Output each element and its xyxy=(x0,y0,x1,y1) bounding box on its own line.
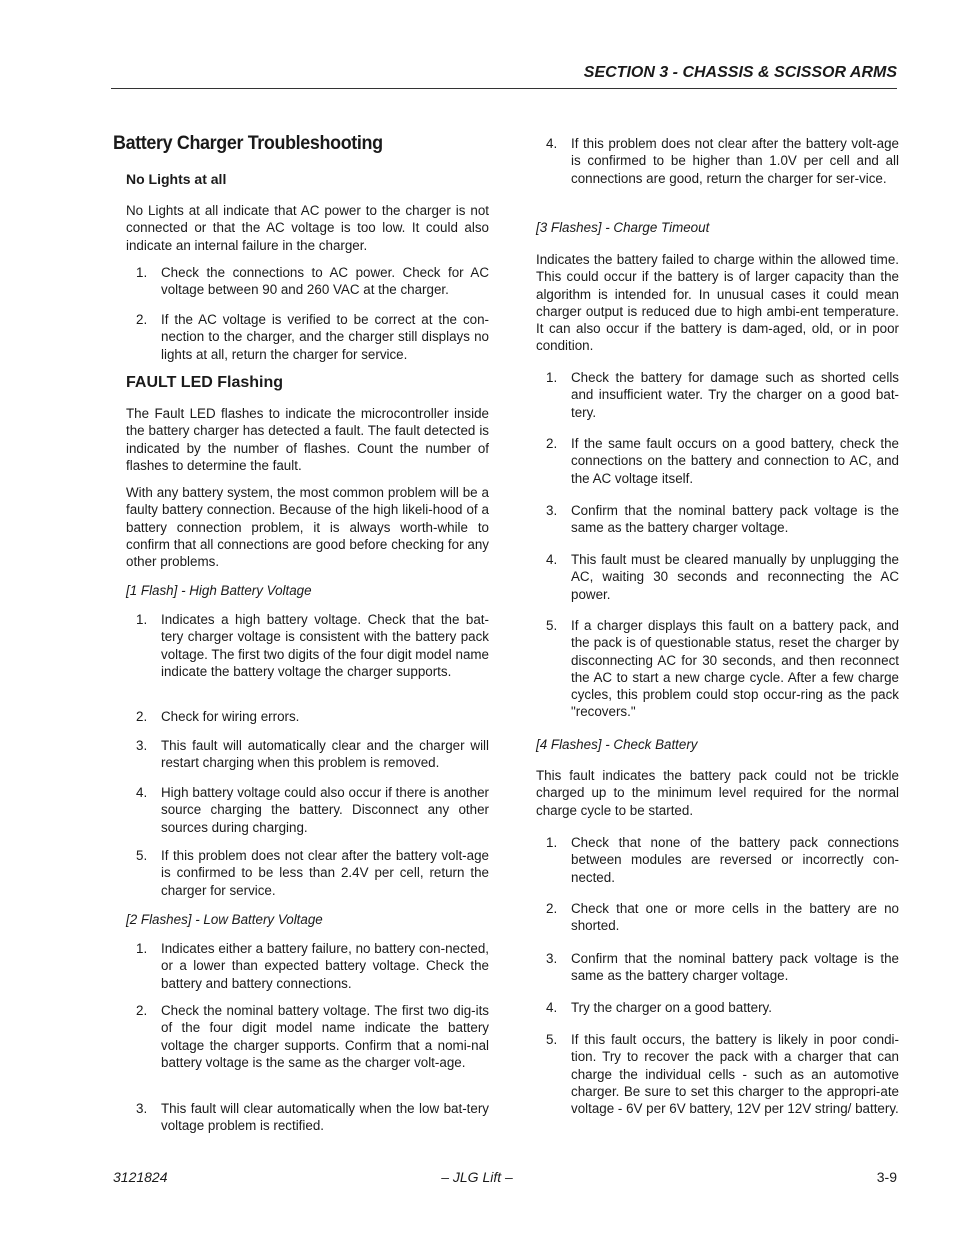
list-item xyxy=(536,900,899,935)
section-header: SECTION 3 - CHASSIS & SCISSOR ARMS xyxy=(583,64,897,81)
item-number: 5. xyxy=(546,1032,558,1047)
no-lights-heading: No Lights at all xyxy=(126,171,227,187)
item-text: Indicates either a battery failure, no battery con-nected, or a lower than expected battery voltage. Check the battery and battery connections. xyxy=(161,941,489,991)
list-item xyxy=(536,135,899,187)
item-text: Check the connections to AC power. Check for AC voltage between 90 and 260 VAC at the charger. xyxy=(161,265,489,298)
item-number: 3. xyxy=(136,738,148,753)
header-divider xyxy=(111,88,897,89)
item-text: Check that one or more cells in the battery are no shorted. xyxy=(571,901,899,934)
item-number: 3. xyxy=(546,951,558,966)
flash1-label: [1 Flash] - High Battery Voltage xyxy=(126,583,312,598)
item-text: If the AC voltage is verified to be correct at the con-nection to the charger, and the charger still displays no lights at all, return the charger for service. xyxy=(161,312,489,362)
item-text: This fault must be cleared manually by unplugging the AC, waiting 30 seconds and reconnecting the AC power. xyxy=(571,552,899,602)
item-number: 2. xyxy=(136,709,148,724)
fault-led-para-2: With any battery system, the most common problem will be a faulty battery connection. Because of the high likeli-hood of a battery connection problem, it is always worth-while to confirm that all connections are good before checking for any other problems. xyxy=(126,485,489,570)
item-text: Check the nominal battery voltage. The first two dig-its of the four digit model name indicate the battery voltage the charger supports. Confirm that a nomi-nal battery voltage is the same as the charger volt-age. xyxy=(161,1003,489,1070)
fault-led-heading: FAULT LED Flashing xyxy=(126,374,284,391)
flash3-intro: Indicates the battery failed to charge within the allowed time. This could occur if the battery is of larger capacity than the algorithm is intended for. In unusual cases it could mean charger output is reduced due to high ambi-ent temperature. It can also occur if the battery is dam-aged, old, or in poor condition. xyxy=(536,252,899,354)
no-lights-intro: No Lights at all indicate that AC power to the charger is not connected or that the AC voltage is too low. It could also indicate an internal failure in the charger. xyxy=(126,203,489,253)
list-item xyxy=(536,1031,899,1117)
item-number: 4. xyxy=(136,785,148,800)
item-text: Confirm that the nominal battery pack voltage is the same as the battery charger voltage. xyxy=(571,951,899,984)
item-number: 5. xyxy=(136,848,148,863)
list-item xyxy=(126,264,489,299)
item-text: This fault will automatically clear and the charger will restart charging when this problem is removed. xyxy=(161,738,489,771)
list-item xyxy=(126,1100,489,1135)
item-number: 1. xyxy=(136,265,148,280)
item-number: 2. xyxy=(136,1003,148,1018)
item-number: 2. xyxy=(546,436,558,451)
list-item xyxy=(536,617,899,721)
list-item xyxy=(536,999,899,1016)
item-text: If this problem does not clear after the battery volt-age is confirmed to be higher than 1.0V per cell and all connections are good, return the charger for ser-vice. xyxy=(571,136,899,186)
item-number: 1. xyxy=(136,612,148,627)
list-item xyxy=(536,502,899,537)
item-number: 3. xyxy=(136,1101,148,1116)
item-text: Confirm that the nominal battery pack voltage is the same as the battery charger voltage. xyxy=(571,503,899,536)
list-item xyxy=(126,611,489,680)
flash2-label: [2 Flashes] - Low Battery Voltage xyxy=(126,912,323,927)
flash3-label: [3 Flashes] - Charge Timeout xyxy=(536,220,710,235)
item-number: 2. xyxy=(546,901,558,916)
list-item xyxy=(536,369,899,421)
item-text: If this fault occurs, the battery is likely in poor condi-tion. Try to recover the pack with a charger that can charge the individual cells - such as an automotive charger. Be sure to set this charger to the appropri-ate voltage - 6V per 6V battery, 12V per 12V string/ battery. xyxy=(571,1032,899,1117)
item-text: Check the battery for damage such as shorted cells and insufficient water. Try the charger on a good bat-tery. xyxy=(571,370,899,420)
list-item xyxy=(126,311,489,363)
item-text: If the same fault occurs on a good battery, check the connections on the battery and connection to AC, and the AC voltage itself. xyxy=(571,436,899,486)
flash4-intro: This fault indicates the battery pack could not be trickle charged up to the minimum level required for the normal charge cycle to be started. xyxy=(536,768,899,818)
footer-page-number: 3-9 xyxy=(876,1169,897,1185)
footer-doc-number: 3121824 xyxy=(113,1169,168,1185)
item-number: 1. xyxy=(136,941,148,956)
item-number: 3. xyxy=(546,503,558,518)
list-item xyxy=(126,784,489,836)
item-text: Try the charger on a good battery. xyxy=(571,1000,772,1015)
item-text: This fault will clear automatically when the low bat-tery voltage problem is rectified. xyxy=(161,1101,489,1134)
list-item xyxy=(536,950,899,985)
item-text: If a charger displays this fault on a battery pack, and the pack is of questionable status, reset the charger by disconnecting AC for 30 seconds, and then reconnect the AC to start a new charge cycle. After a few charge cycles, this problem could stop occur-ring as the pack "recovers." xyxy=(571,618,899,720)
item-number: 1. xyxy=(546,370,558,385)
item-number: 1. xyxy=(546,835,558,850)
list-item xyxy=(126,940,489,992)
list-item xyxy=(126,1002,489,1071)
item-number: 5. xyxy=(546,618,558,633)
item-number: 2. xyxy=(136,312,148,327)
list-item xyxy=(126,847,489,899)
item-text: Check for wiring errors. xyxy=(161,709,300,724)
list-item xyxy=(536,551,899,603)
item-text: High battery voltage could also occur if there is another source charging the battery. Disconnect any other sources during charging. xyxy=(161,785,489,835)
item-text: Indicates a high battery voltage. Check that the bat-tery charger voltage is consistent with the battery pack voltage. The first two digits of the four digit model name indicate the battery voltage the charger supports. xyxy=(161,612,489,679)
fault-led-para-1: The Fault LED flashes to indicate the microcontroller inside the battery charger has detected a fault. The fault detected is indicated by the number of flashes. Count the number of flashes to determine the fault. xyxy=(126,406,489,473)
page-title: Battery Charger Troubleshooting xyxy=(113,132,383,154)
list-item xyxy=(126,737,489,772)
list-item xyxy=(536,834,899,886)
item-text: Check that none of the battery pack connections between modules are reversed or incorrectly con-nected. xyxy=(571,835,899,885)
flash4-label: [4 Flashes] - Check Battery xyxy=(536,737,698,752)
list-item xyxy=(126,708,489,725)
item-number: 4. xyxy=(546,136,558,151)
item-text: If this problem does not clear after the battery volt-age is confirmed to be less than 2.4V per cell, return the charger for service. xyxy=(161,848,489,898)
item-number: 4. xyxy=(546,1000,558,1015)
item-number: 4. xyxy=(546,552,558,567)
list-item xyxy=(536,435,899,487)
footer-brand: – JLG Lift – xyxy=(441,1169,513,1185)
